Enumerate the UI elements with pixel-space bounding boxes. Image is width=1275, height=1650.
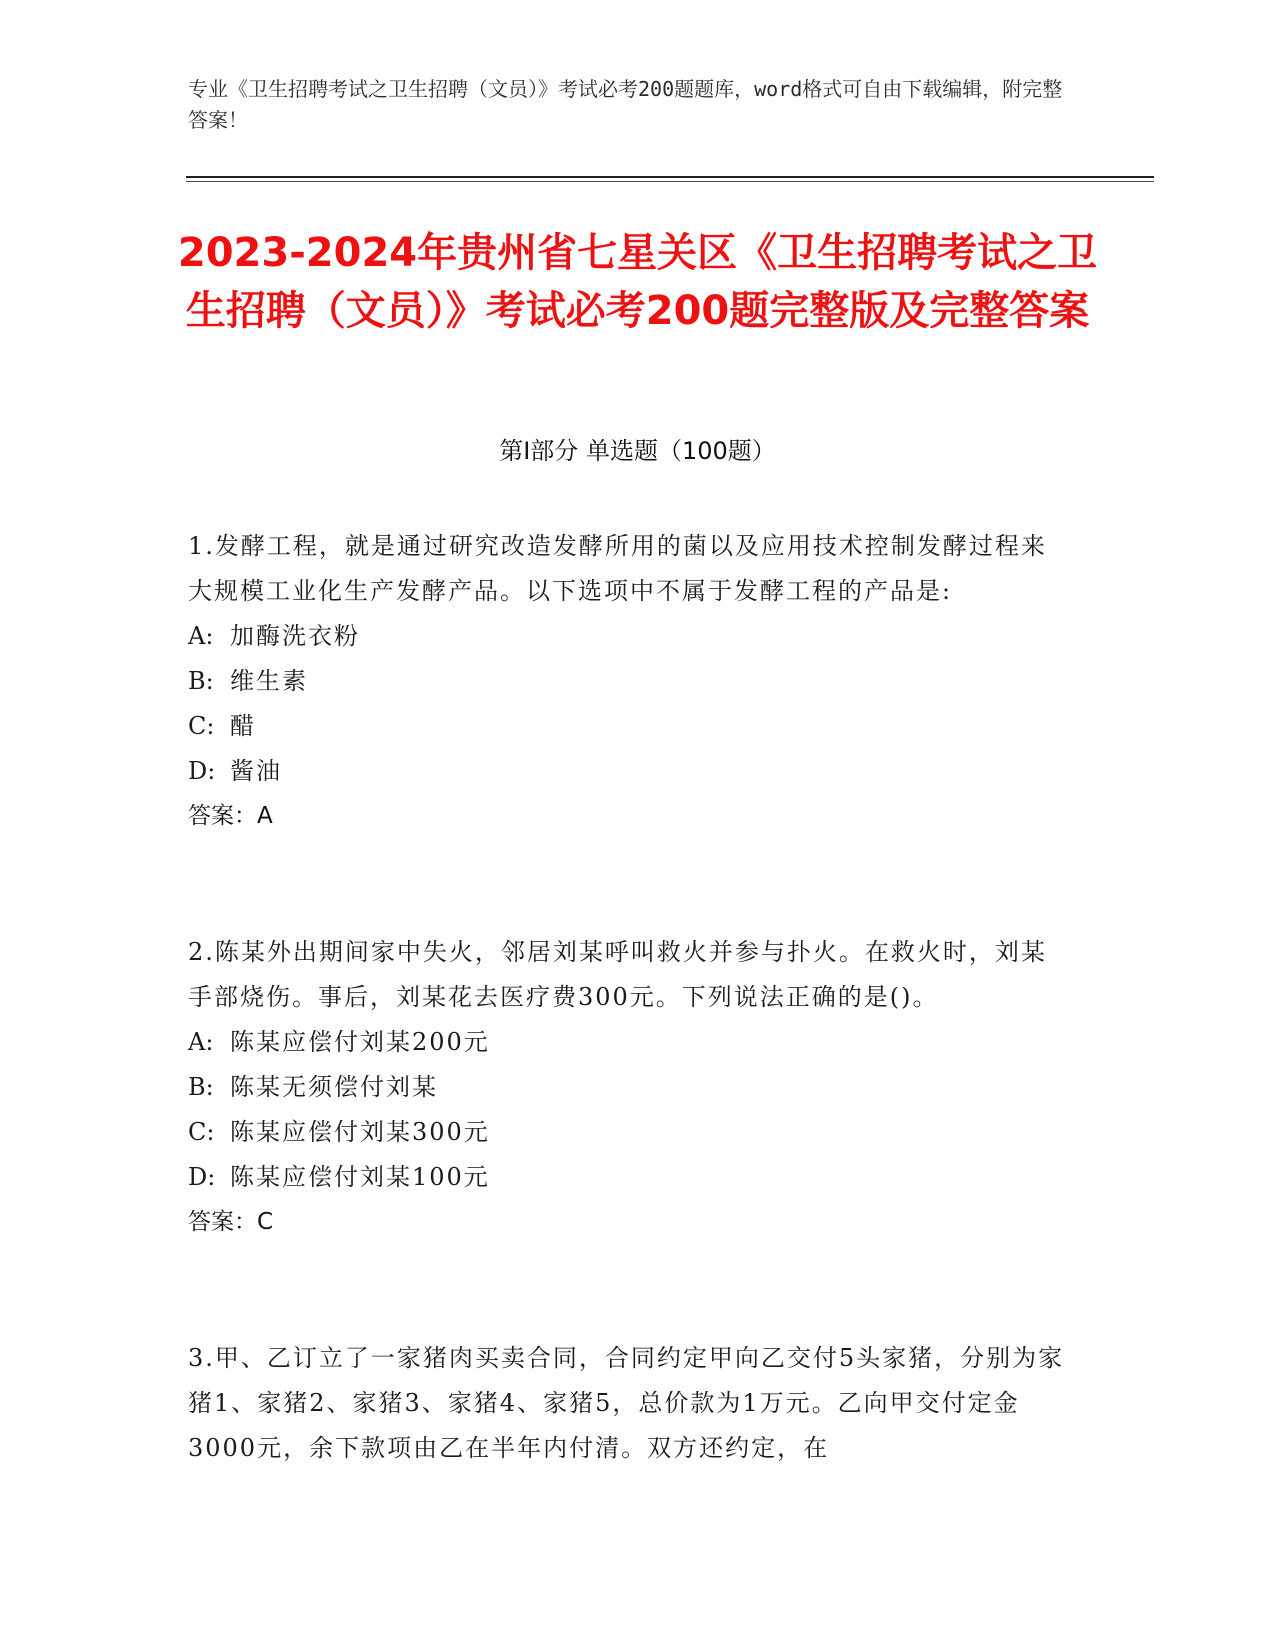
option-text: 醋 — [230, 712, 256, 740]
option-letter: B: — [188, 667, 214, 695]
header-divider-thick — [186, 176, 1154, 178]
question-text: 1.发酵工程，就是通过研究改造发酵所用的菌以及应用技术控制发酵过程来大规模工业化生产发酵产品。以下选项中不属于发酵工程的产品是: — [188, 532, 1047, 605]
answer: 答案：C — [188, 1209, 274, 1235]
option-text: 陈某应偿付刘某100元 — [230, 1163, 490, 1191]
option-letter: D: — [188, 1163, 216, 1191]
option-a — [188, 614, 1068, 659]
document-title: 2023-2024年贵州省七星关区《卫生招聘考试之卫生招聘（文员）》考试必考200题完整版及完整答案 — [177, 230, 1098, 334]
option-text: 陈某无须偿付刘某 — [230, 1073, 438, 1101]
option-text: 陈某应偿付刘某300元 — [230, 1118, 490, 1146]
option-letter: A: — [188, 622, 214, 650]
question-text: 2.陈某外出期间家中失火，邻居刘某呼叫救火并参与扑火。在救火时，刘某手部烧伤。事后，刘某花去医疗费300元。下列说法正确的是()。 — [188, 938, 1047, 1011]
option-text: 酱油 — [230, 757, 282, 785]
option-c — [188, 704, 1068, 749]
option-letter: A: — [188, 1028, 214, 1056]
option-b — [188, 1065, 1068, 1110]
header-note: 专业《卫生招聘考试之卫生招聘（文员）》考试必考200题题库，word格式可自由下载编辑，附完整答案！ — [188, 77, 1063, 132]
section-heading: 第I部分 单选题（100题） — [499, 437, 776, 465]
question-text: 3.甲、乙订立了一家猪肉买卖合同，合同约定甲向乙交付5头家猪，分别为家猪1、家猪2、家猪3、家猪4、家猪5，总价款为1万元。乙向甲交付定金3000元，余下款项由乙在半年内付清。双方还约定，在 — [188, 1344, 1065, 1462]
header-divider-thin — [186, 181, 1154, 182]
option-letter: D: — [188, 757, 216, 785]
option-b — [188, 659, 1068, 704]
option-letter: C: — [188, 1118, 215, 1146]
option-letter: B: — [188, 1073, 214, 1101]
option-letter: C: — [188, 712, 215, 740]
answer: 答案：A — [188, 803, 273, 829]
question-3 — [188, 1336, 1068, 1471]
question-2 — [188, 930, 1068, 1245]
option-text: 维生素 — [230, 667, 308, 695]
option-text: 陈某应偿付刘某200元 — [230, 1028, 490, 1056]
option-text: 加酶洗衣粉 — [230, 622, 360, 650]
option-d — [188, 1155, 1068, 1200]
option-c — [188, 1110, 1068, 1155]
option-a — [188, 1020, 1068, 1065]
question-1 — [188, 524, 1068, 839]
option-d — [188, 749, 1068, 794]
